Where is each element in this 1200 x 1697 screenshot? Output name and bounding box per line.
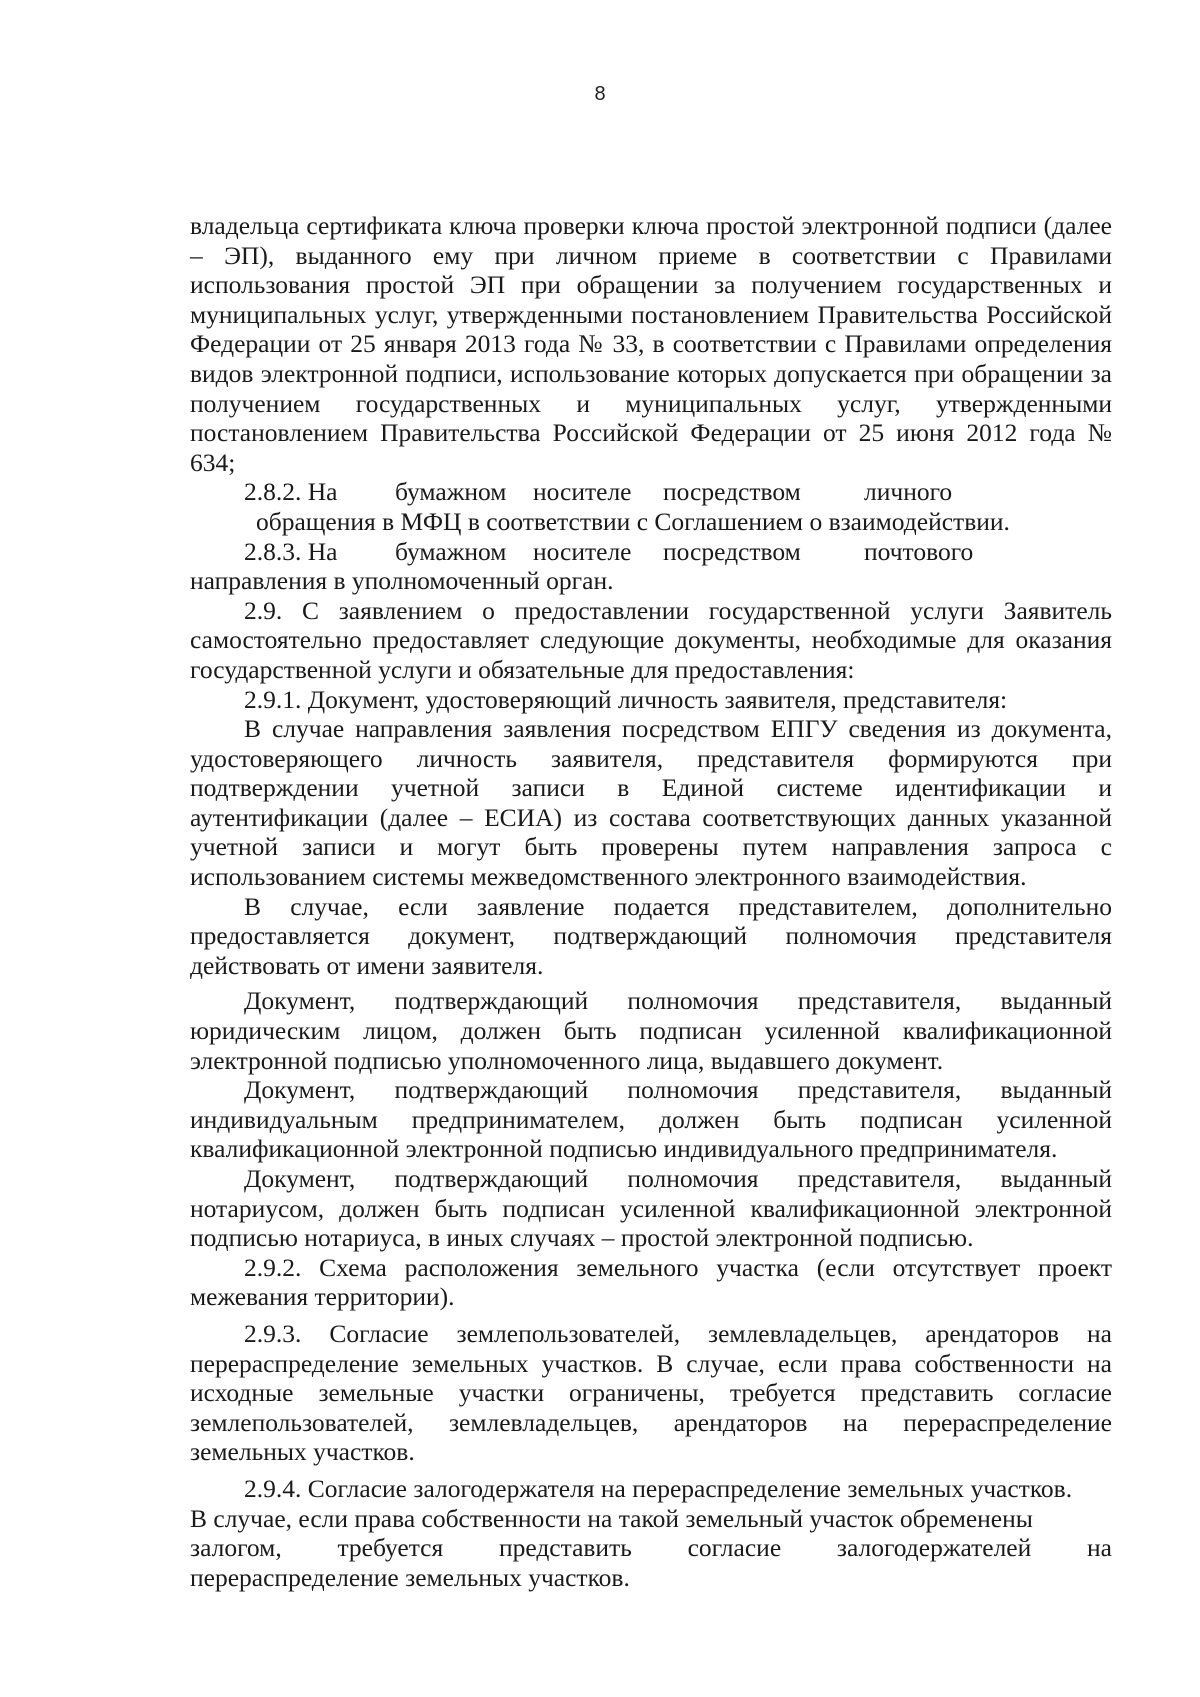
- item-2-8-3-cell: почтового: [864, 536, 974, 566]
- item-2-9-4-line: В случае, если права собственности на такой земельный участок обременены: [190, 1503, 1033, 1533]
- paragraph-notary: Документ, подтверждающий полномочия представителя, выданный нотариусом, должен быть подписан усиленной квалификационной электронной подписью нотариуса, в иных случаях – простой электронной подписью.: [190, 1164, 1112, 1253]
- item-2-8-3-cell: посредством: [663, 536, 801, 566]
- paragraph-2-9: 2.9. С заявлением о предоставлении государственной услуги Заявитель самостоятельно предоставляет следующие документы, необходимые для оказания государственной услуги и обязательные для предоставления:: [190, 595, 1112, 684]
- paragraph-intro: владельца сертификата ключа проверки ключа простой электронной подписи (далее – ЭП), выданного ему при личном приеме в соответствии с Правилами использования простой ЭП при обращении за получением государственных и муниципальных услуг, утвержденными постановлением Правительства Российской Федерации от 25 января 2013 года № 33, в соответствии с Правилами определения видов электронной подписи, использование которых допускается при обращении за получением государственных и муниципальных услуг, утвержденными постановлением Правительства Российской Федерации от 25 июня 2012 года № 634;: [190, 211, 1112, 477]
- item-2-9-4-spaced-line: [190, 1533, 1112, 1563]
- paragraph-representative: В случае, если заявление подается представителем, дополнительно предоставляется документ, подтверждающий полномочия представителя действовать от имени заявителя.: [190, 891, 1112, 980]
- item-2-9-4-word: залогом,: [190, 1533, 282, 1563]
- item-2-8-2-cell: личного: [864, 477, 953, 507]
- item-2-8-3-row: [190, 537, 1112, 567]
- item-2-8-2: [190, 477, 1112, 536]
- item-2-8-2-cell: посредством: [663, 477, 801, 507]
- paragraph-2-9-2: 2.9.2. Схема расположения земельного участка (если отсутствует проект межевания территории).: [190, 1252, 1112, 1312]
- page-number: 8: [594, 83, 606, 105]
- item-2-8-2-cell: бумажном: [395, 477, 507, 507]
- item-2-8-2-row: [190, 477, 1112, 507]
- item-2-9-4-word: согласие: [687, 1533, 782, 1563]
- item-2-9-4-word: представить: [498, 1533, 632, 1563]
- paragraph-esia: В случае направления заявления посредством ЕПГУ сведения из документа, удостоверяющего личность заявителя, представителя формируются при подтверждении учетной записи в Единой системе идентификации и аутентификации (далее – ЕСИА) из состава соответствующих данных указанной учетной записи и могут быть проверены путем направления запроса с использованием системы межведомственного электронного взаимодействия.: [190, 714, 1112, 892]
- item-2-9-4-word: залогодержателей: [836, 1533, 1032, 1563]
- item-2-8-2-cell: 2.8.2. На: [244, 477, 338, 507]
- paragraph-2-9-1: 2.9.1. Документ, удостоверяющий личность заявителя, представителя:: [244, 684, 1008, 714]
- item-2-9-4-word: на: [1087, 1533, 1112, 1563]
- paragraph-legal-entity: Документ, подтверждающий полномочия представителя, выданный юридическим лицом, должен быть подписан усиленной квалификационной электронной подписью уполномоченного лица, выдавшего документ.: [190, 986, 1112, 1075]
- item-2-8-2-cell: носителе: [533, 477, 632, 507]
- item-2-9-4-word: требуется: [337, 1533, 444, 1563]
- item-2-9-4-line: 2.9.4. Согласие залогодержателя на перераспределение земельных участков.: [244, 1473, 1073, 1503]
- item-2-8-3-cell: носителе: [533, 536, 632, 566]
- item-2-8-3-cell: 2.8.3. На: [244, 536, 338, 566]
- item-2-9-4: [190, 1474, 1112, 1592]
- item-2-8-2-continuation: обращения в МФЦ в соответствии с Соглашением о взаимодействии.: [256, 506, 1010, 536]
- item-2-9-4-line: перераспределение земельных участков.: [190, 1562, 630, 1592]
- item-2-8-3-continuation: направления в уполномоченный орган.: [190, 566, 614, 596]
- paragraph-2-9-3: 2.9.3. Согласие землепользователей, землевладельцев, арендаторов на перераспределение земельных участков. В случае, если права собственности на исходные земельные участки ограничены, требуется представить согласие землепользователей, землевладельцев, арендаторов на перераспределение земельных участков.: [190, 1318, 1112, 1467]
- document-body: [190, 211, 1112, 1592]
- paragraph-entrepreneur: Документ, подтверждающий полномочия представителя, выданный индивидуальным предпринимателем, должен быть подписан усиленной квалификационной электронной подписью индивидуального предпринимателя.: [190, 1075, 1112, 1164]
- item-2-8-3: [190, 537, 1112, 596]
- item-2-8-3-cell: бумажном: [395, 536, 507, 566]
